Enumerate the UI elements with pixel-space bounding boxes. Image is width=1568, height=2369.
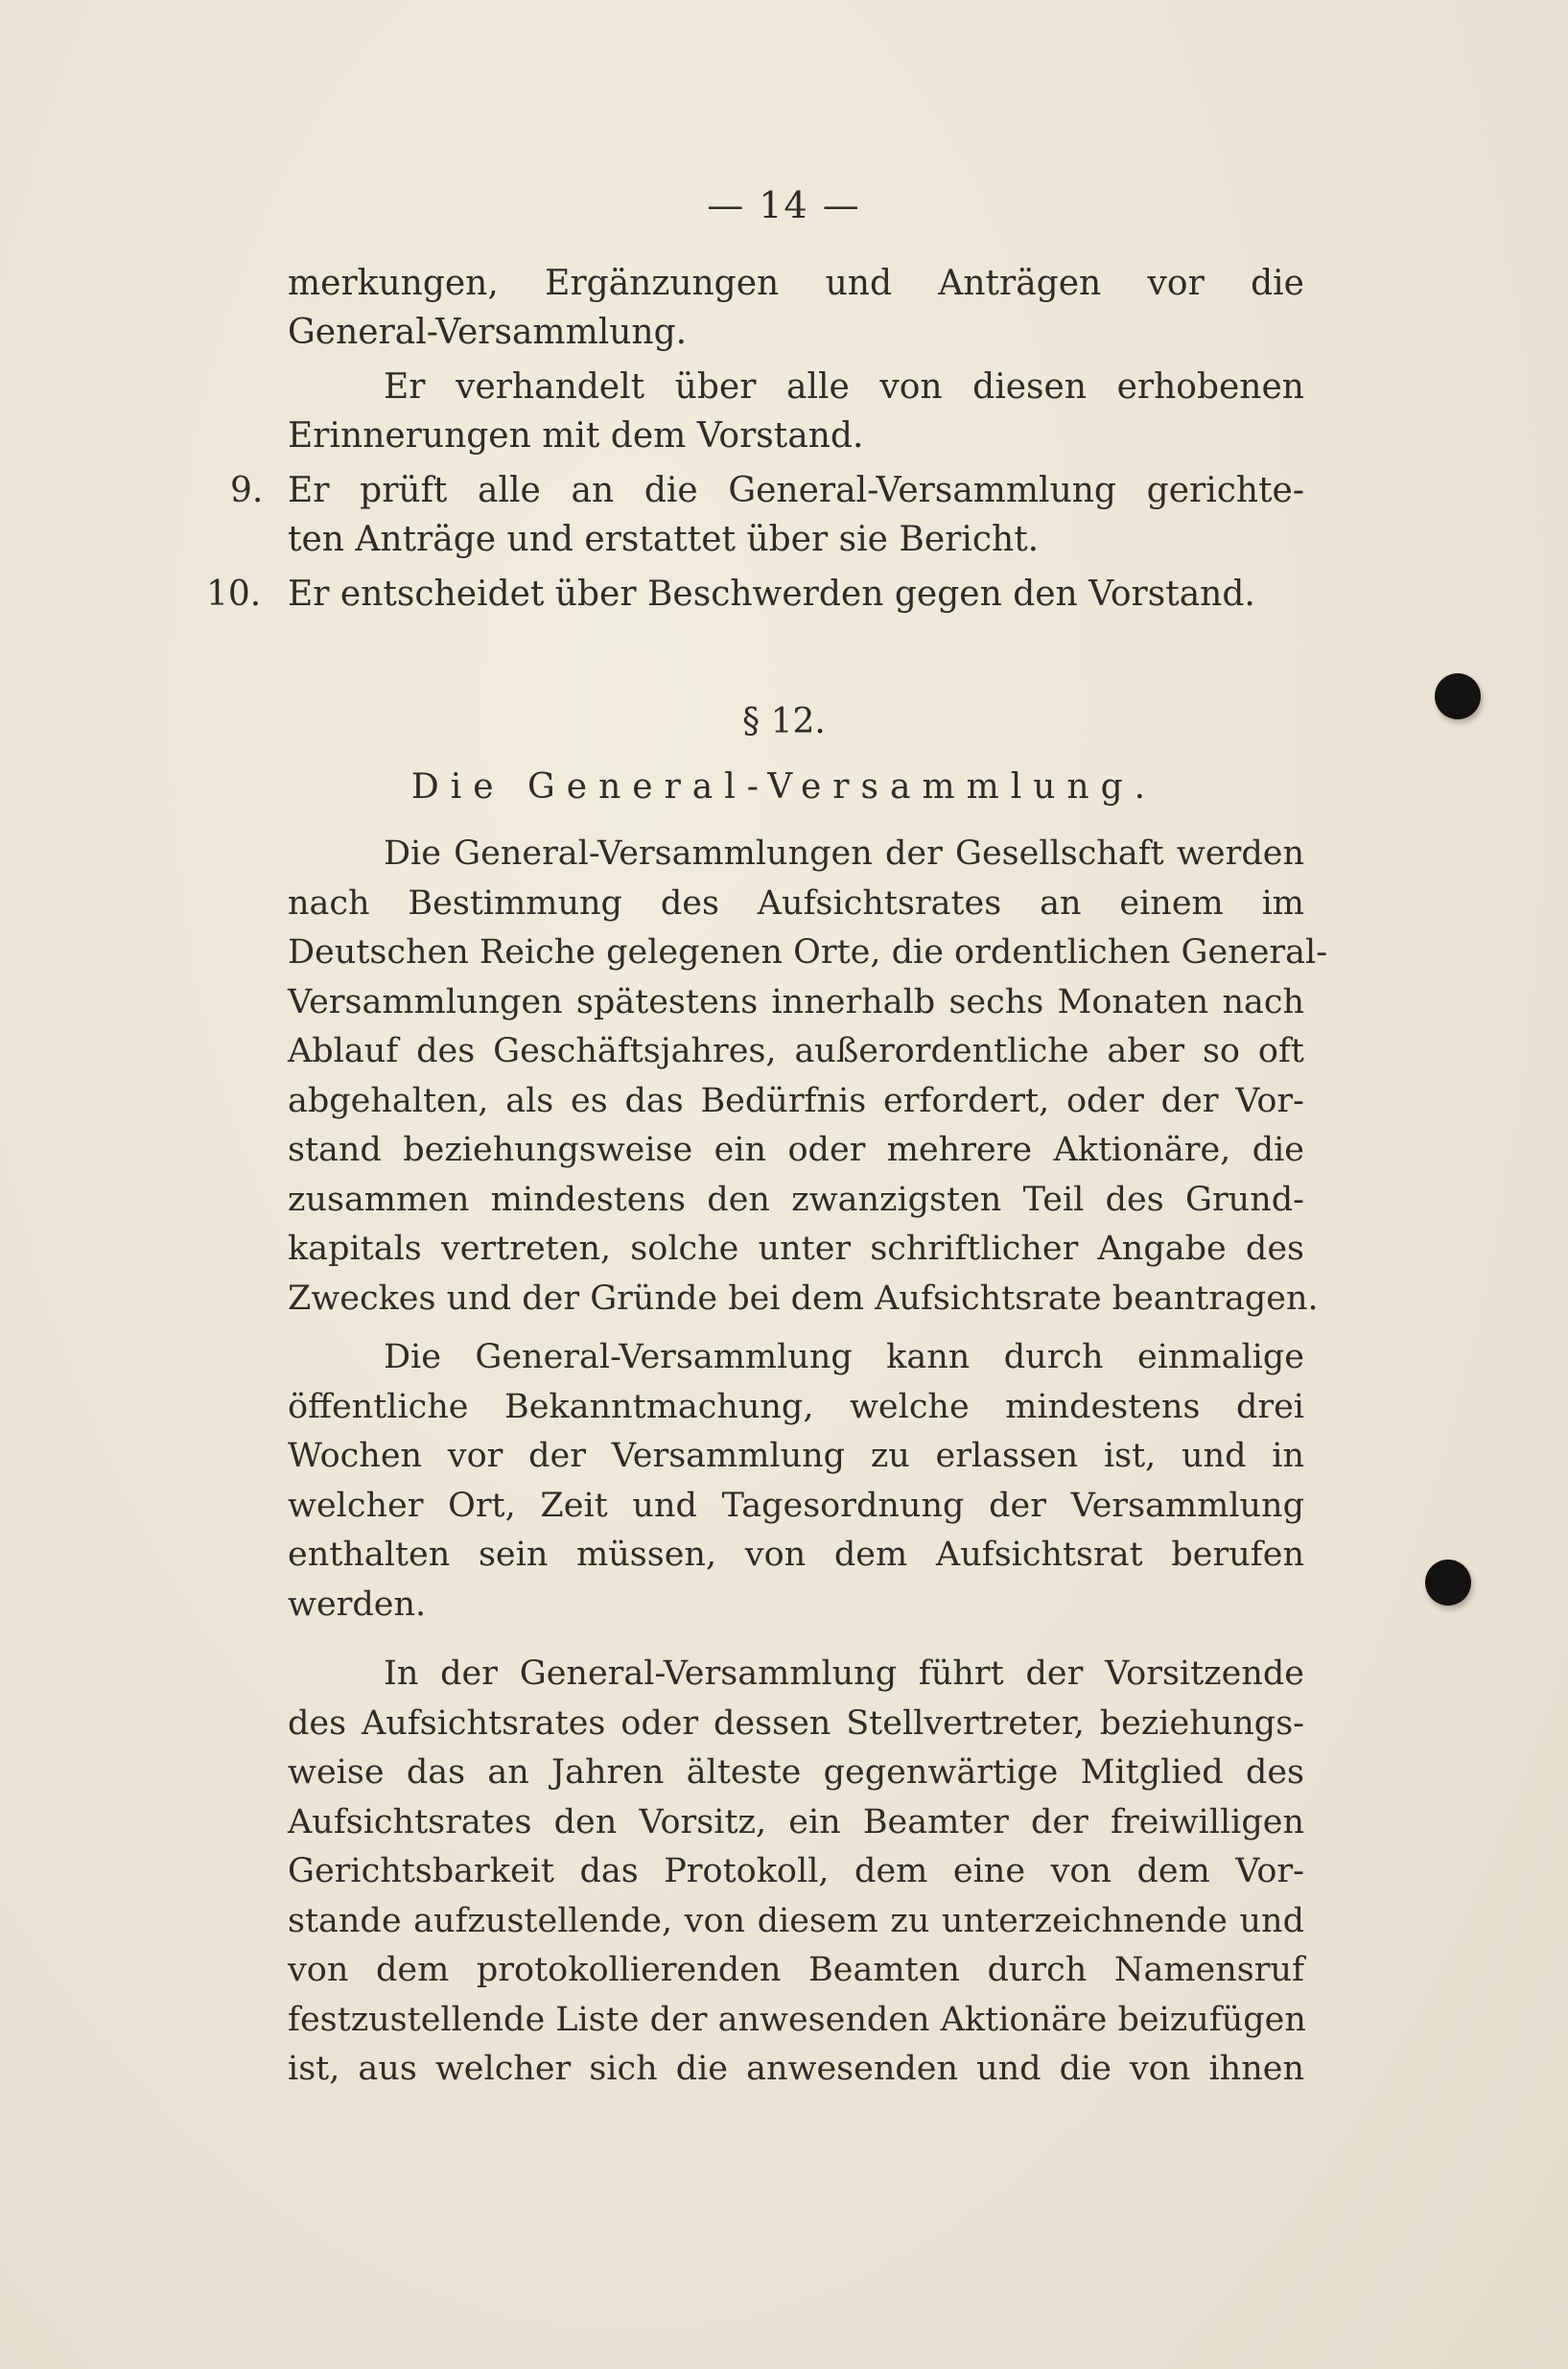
text-line: Er verhandelt über alle von diesen erhobenen [384, 367, 1304, 407]
paragraph-1 [288, 830, 1328, 1324]
text-line: öffentliche Bekanntmachung, welche mindestens drei [288, 1387, 1304, 1426]
section-number: § 12. [742, 702, 826, 741]
binding-hole [1425, 1560, 1471, 1606]
text-line: Versammlungen spätestens innerhalb sechs Monaten nach [288, 982, 1304, 1021]
continuation-text [206, 259, 1304, 619]
text-line: kapitals vertreten, solche unter schriftlicher Angabe des [288, 1230, 1304, 1268]
paragraph-2 [288, 1333, 1304, 1630]
text-line: Zweckes und der Gründe bei dem Aufsichtsrate beantragen. [288, 1278, 1319, 1318]
text-line: abgehalten, als es das Bedürfnis erfordert, oder der Vor- [288, 1081, 1304, 1120]
section-title: Die General-Versammlung. [410, 767, 1158, 807]
text-line: stand beziehungsweise ein oder mehrere Aktionäre, die [288, 1131, 1304, 1169]
text-line: Er entscheidet über Beschwerden gegen den Vorstand. [288, 575, 1255, 614]
text-line: Ablauf des Geschäftsjahres, außerordentliche aber so oft [288, 1032, 1304, 1070]
text-line: merkungen, Ergänzungen und Anträgen vor die [288, 264, 1304, 303]
text-line: Die General-Versammlungen der Gesellschaft werden [384, 834, 1304, 873]
text-line: des Aufsichtsrates oder dessen Stellvertreter, beziehungs- [288, 1703, 1304, 1743]
text-line: enthalten sein müssen, von dem Aufsichtsrat berufen [288, 1536, 1304, 1574]
text-line: ist, aus welcher sich die anwesenden und die von ihnen [288, 2050, 1304, 2088]
text-line: In der General-Versammlung führt der Vorsitzende [384, 1654, 1304, 1693]
list-item-9 [230, 466, 1304, 515]
text-line: ten Anträge und erstattet über sie Bericht. [288, 520, 1040, 559]
text-line: Gerichtsbarkeit das Protokoll, dem eine von dem Vor- [288, 1852, 1304, 1890]
text-line: Er prüft alle an die General-Versammlung gerichte- [288, 471, 1304, 510]
text-line: weise das an Jahren älteste gegenwärtige Mitglied des [288, 1753, 1304, 1792]
text-line: nach Bestimmung des Aufsichtsrates an einem im [288, 883, 1304, 923]
list-item-10 [206, 570, 1304, 619]
page-number: — 14 — [707, 184, 861, 226]
text-line: Aufsichtsrates den Vorsitz, ein Beamter der freiwilligen [288, 1802, 1304, 1841]
text-line: festzustellende Liste der anwesenden Aktionäre beizufügen [288, 2000, 1306, 2039]
text-line: Deutschen Reiche gelegenen Orte, die ordentlichen General- [288, 933, 1328, 972]
paragraph-3 [288, 1650, 1304, 2095]
list-item-number: 9. [230, 471, 264, 510]
text-line: Erinnerungen mit dem Vorstand. [288, 416, 864, 456]
text-line: zusammen mindestens den zwanzigsten Teil des Grund- [288, 1180, 1304, 1219]
text-line: General-Versammlung. [288, 313, 688, 352]
list-item-number: 10. [206, 575, 262, 614]
text-line: Wochen vor der Versammlung zu erlassen ist, und in [288, 1437, 1304, 1475]
text-line: werden. [288, 1584, 427, 1624]
text-line: von dem protokollierenden Beamten durch Namensruf [288, 1951, 1304, 1989]
binding-hole [1435, 673, 1481, 719]
text-line: welcher Ort, Zeit und Tagesordnung der Versammlung [288, 1486, 1304, 1525]
text-line: stande aufzustellende, von diesem zu unterzeichnende und [288, 1901, 1304, 1940]
text-line: Die General-Versammlung kann durch einmalige [384, 1338, 1304, 1376]
